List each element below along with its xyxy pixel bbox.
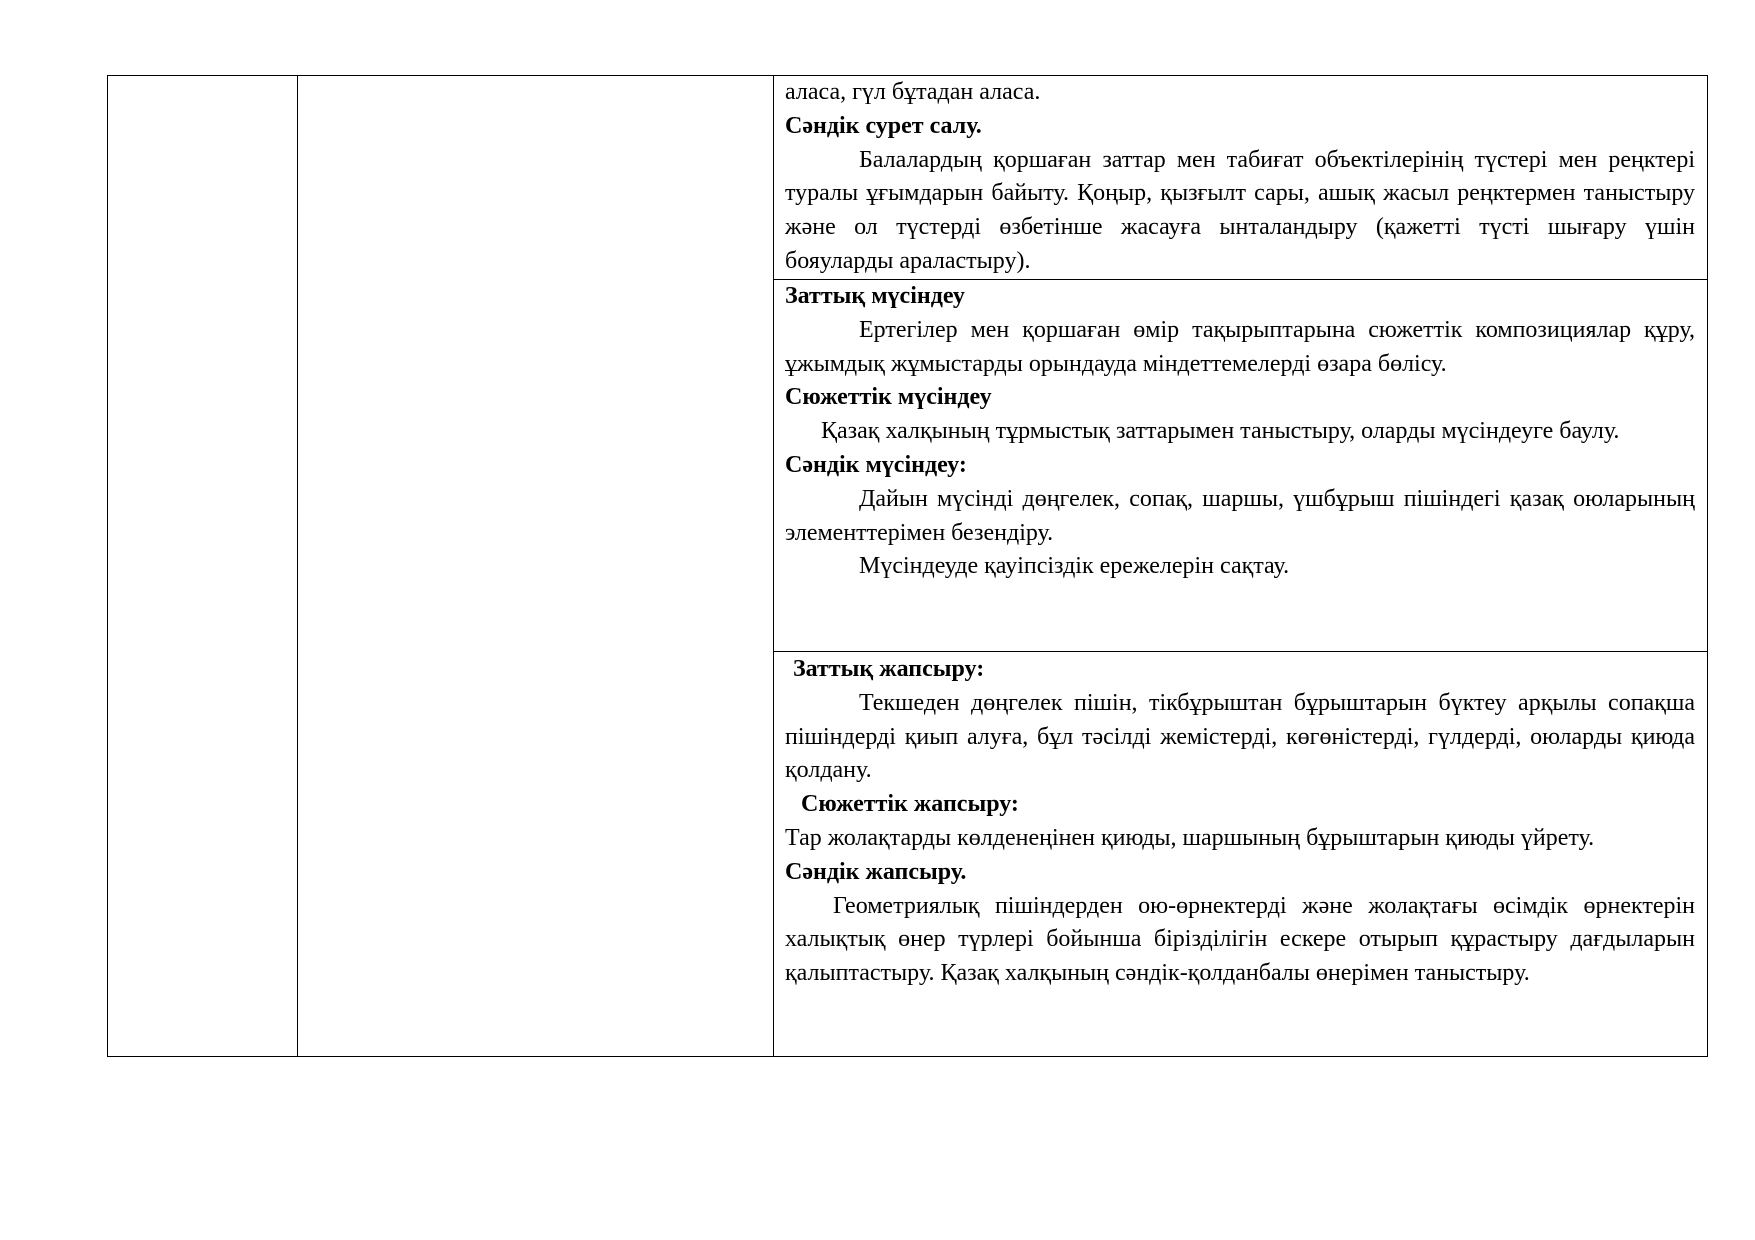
paragraph-object-applique: Текшеден дөңгелек пішін, тікбұрыштан бұрыштарын бүктеу арқылы сопақша пішіндерді қиып алуға, бұл тәсілді жемістерді, көгөністерді, гүлдерді, оюларды қиюда қолдану. (785, 689, 1695, 784)
row-divider-2 (773, 651, 1707, 652)
curriculum-table (107, 75, 1708, 1057)
paragraph-plot-applique: Тар жолақтарды көлденеңінен қиюды, шаршының бұрыштарын қиюды үйрету. (785, 824, 1595, 851)
section-heading-decorative-modeling: Сәндік мүсіндеу: (785, 451, 967, 478)
section-heading-decorative-drawing: Сәндік сурет салу. (785, 112, 982, 139)
section-heading-plot-applique: Сюжеттік жапсыру: (801, 791, 1019, 818)
table-cell-decorative-drawing (785, 76, 1695, 279)
paragraph-object-modeling: Ертегілер мен қоршаған өмір тақырыптарына сюжеттік композициялар құру, ұжымдық жұмыстарды орындауда міндеттемелерді өзара бөлісу. (785, 316, 1695, 377)
section-heading-plot-modeling: Сюжеттік мүсіндеу (785, 384, 992, 411)
section-heading-object-modeling: Заттық мүсіндеу (785, 283, 965, 309)
paragraph-plot-modeling: Қазақ халқының тұрмыстық заттарымен таныстыру, оларды мүсіндеуге баулу. (821, 418, 1620, 445)
section-heading-object-applique: Заттық жапсыру: (793, 656, 985, 682)
paragraph-decorative-drawing: Балалардың қоршаған заттар мен табиғат объектілерінің түстері мен реңктері туралы ұғымдарын байыту. Қоңыр, қызғылт сары, ашық жасыл реңктермен таныстыру және ол түстерді өзбетінше жасауға ынталандыру (қажетті түсті шығару үшін бояуларды араластыру). (785, 146, 1695, 274)
table-cell-applique (785, 653, 1695, 991)
column-divider-2 (773, 76, 774, 1056)
paragraph-decorative-modeling: Дайын мүсінді дөңгелек, сопақ, шаршы, үшбұрыш пішіндегі қазақ оюларының элементтерімен безендіру. (785, 485, 1695, 546)
table-cell-modeling (785, 280, 1695, 584)
continued-text: аласа, гүл бұтадан аласа. (785, 79, 1041, 105)
column-divider-1 (297, 76, 298, 1056)
paragraph-safety-rules: Мүсіндеуде қауіпсіздік ережелерін сақтау. (859, 553, 1290, 580)
paragraph-decorative-applique: Геометриялық пішіндерден ою-өрнектерді және жолақтағы өсімдік өрнектерін халықтық өнер түрлері бойынша бірізділігін ескере отырып құрастыру дағдыларын қалыптастыру. Қазақ халқының сәндік-қолданбалы өнерімен таныстыру. (785, 892, 1695, 987)
section-heading-decorative-applique: Сәндік жапсыру. (785, 858, 967, 885)
